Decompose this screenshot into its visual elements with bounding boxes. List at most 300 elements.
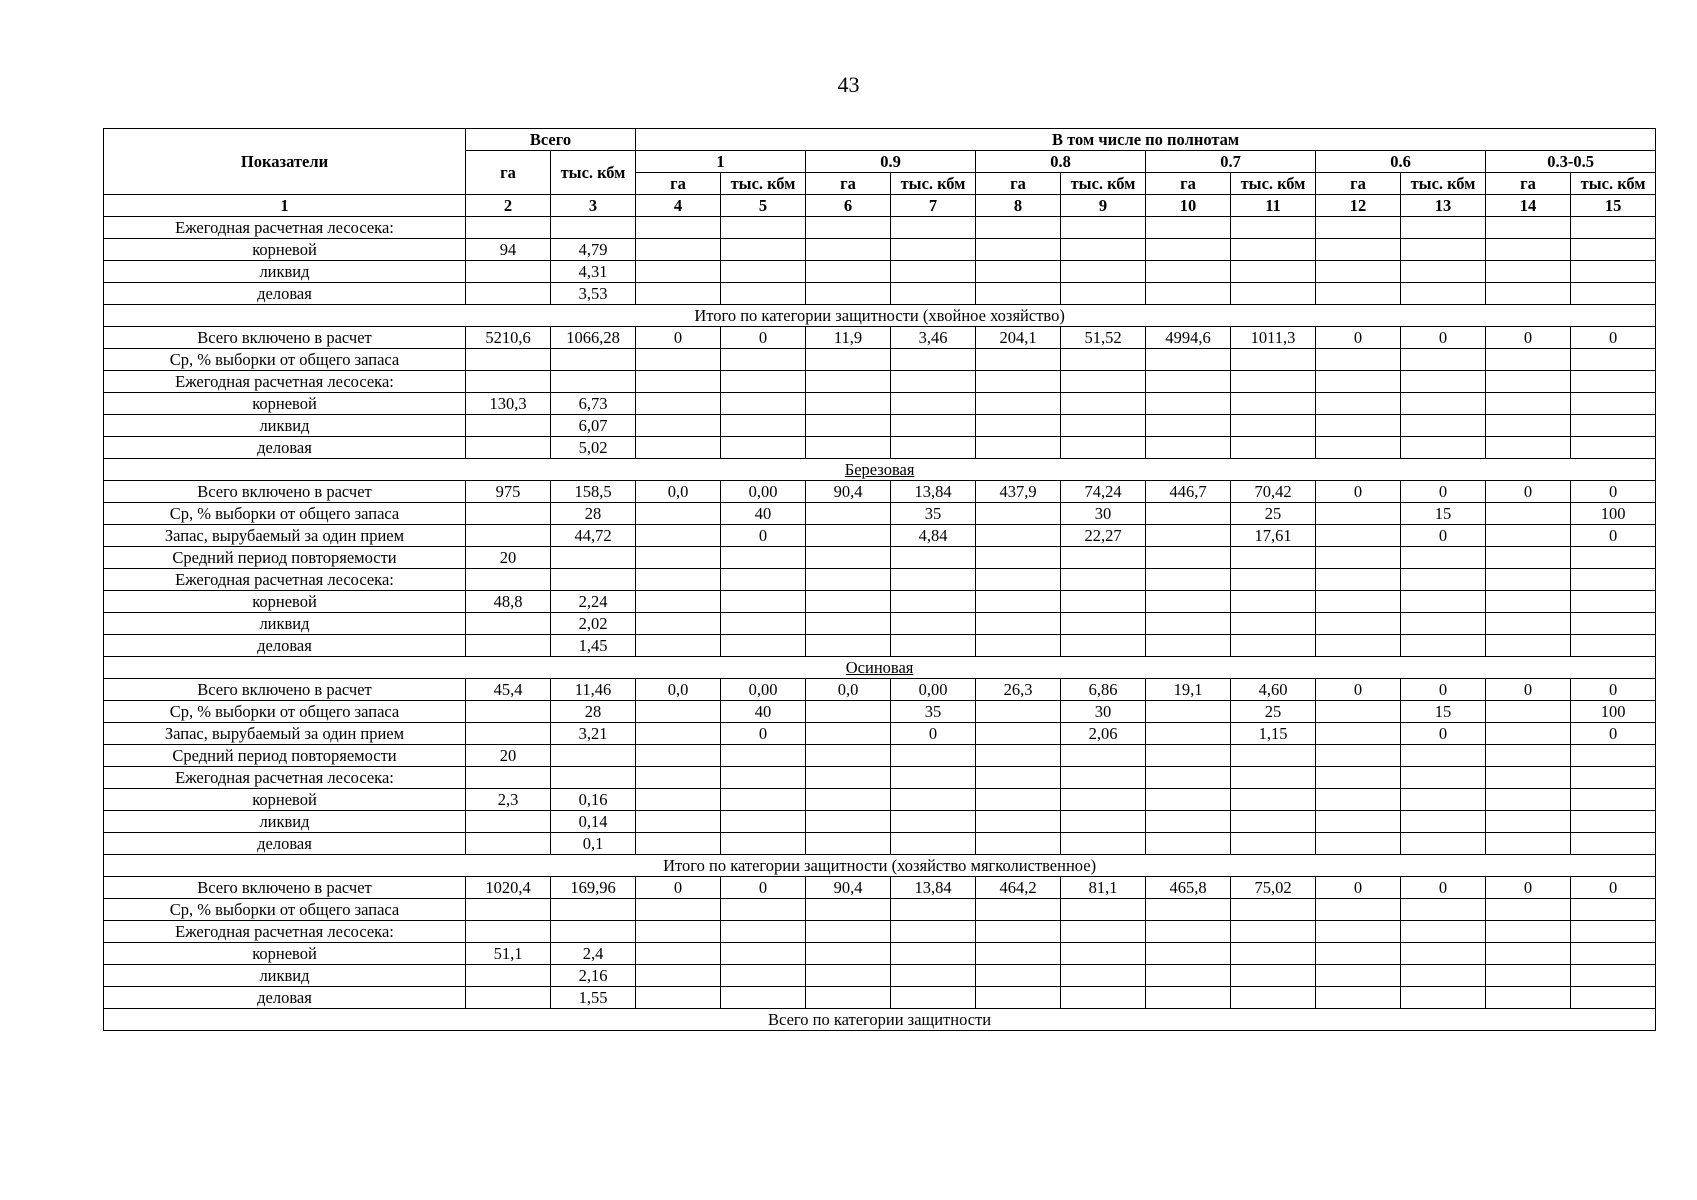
table-cell	[806, 437, 891, 459]
row-label: Ежегодная расчетная лесосека:	[104, 921, 466, 943]
table-cell	[976, 437, 1061, 459]
table-cell	[891, 393, 976, 415]
table-cell	[1061, 569, 1146, 591]
table-cell	[1571, 437, 1656, 459]
table-cell	[1231, 613, 1316, 635]
table-row	[104, 437, 1656, 459]
table-cell: 1,55	[551, 987, 636, 1009]
table-cell	[891, 591, 976, 613]
header-total: Всего	[466, 129, 636, 151]
table-cell	[1486, 921, 1571, 943]
table-cell	[1486, 569, 1571, 591]
table-cell	[1146, 943, 1231, 965]
table-cell	[1231, 833, 1316, 855]
table-cell	[1571, 635, 1656, 657]
section-row	[104, 305, 1656, 327]
table-cell	[466, 833, 551, 855]
table-cell: 28	[551, 503, 636, 525]
table-cell	[466, 261, 551, 283]
table-cell	[1231, 569, 1316, 591]
table-cell	[1401, 349, 1486, 371]
table-cell: 465,8	[1146, 877, 1231, 899]
column-number: 2	[466, 195, 551, 217]
row-label: Всего включено в расчет	[104, 679, 466, 701]
table-cell: 0	[1486, 327, 1571, 349]
table-cell	[806, 745, 891, 767]
table-cell	[1146, 701, 1231, 723]
table-cell	[891, 745, 976, 767]
table-cell	[636, 503, 721, 525]
header-m3: тыс. кбм	[1571, 173, 1656, 195]
table-cell: 19,1	[1146, 679, 1231, 701]
table-row	[104, 987, 1656, 1009]
table-cell	[1316, 547, 1401, 569]
table-cell	[1571, 899, 1656, 921]
table-cell	[1146, 789, 1231, 811]
table-cell	[1486, 437, 1571, 459]
table-cell: 975	[466, 481, 551, 503]
table-cell	[1061, 591, 1146, 613]
table-cell: 3,21	[551, 723, 636, 745]
table-cell	[636, 437, 721, 459]
table-cell: 0	[1316, 679, 1401, 701]
table-cell	[636, 393, 721, 415]
table-row	[104, 921, 1656, 943]
table-cell	[976, 261, 1061, 283]
table-cell	[1316, 283, 1401, 305]
section-title	[104, 855, 1656, 877]
table-cell	[976, 283, 1061, 305]
table-cell	[1061, 965, 1146, 987]
table-cell	[721, 899, 806, 921]
table-cell	[1146, 569, 1231, 591]
column-number: 13	[1401, 195, 1486, 217]
table-cell	[636, 239, 721, 261]
column-number: 9	[1061, 195, 1146, 217]
column-number: 10	[1146, 195, 1231, 217]
table-cell	[976, 569, 1061, 591]
table-cell: 0,00	[721, 481, 806, 503]
table-cell: 0	[1401, 327, 1486, 349]
table-cell	[1401, 217, 1486, 239]
table-cell	[466, 217, 551, 239]
table-cell	[891, 921, 976, 943]
table-cell	[1486, 283, 1571, 305]
table-cell: 0	[891, 723, 976, 745]
table-cell	[1231, 965, 1316, 987]
row-label: Запас, вырубаемый за один прием	[104, 723, 466, 745]
table-cell	[1316, 701, 1401, 723]
table-cell: 3,53	[551, 283, 636, 305]
table-cell	[551, 371, 636, 393]
table-row	[104, 811, 1656, 833]
table-cell: 2,24	[551, 591, 636, 613]
table-cell	[1486, 591, 1571, 613]
table-cell	[891, 943, 976, 965]
table-cell	[1231, 217, 1316, 239]
table-cell	[1316, 569, 1401, 591]
section-title-text: Итого по категории защитности (хвойное хозяйство)	[694, 305, 1065, 325]
table-cell	[1316, 239, 1401, 261]
table-cell: 90,4	[806, 481, 891, 503]
table-cell	[721, 613, 806, 635]
row-label: ликвид	[104, 261, 466, 283]
table-cell	[976, 525, 1061, 547]
table-cell	[636, 283, 721, 305]
table-cell	[1401, 833, 1486, 855]
table-cell	[1486, 965, 1571, 987]
table-cell: 40	[721, 503, 806, 525]
table-cell	[891, 415, 976, 437]
table-cell	[1316, 613, 1401, 635]
table-cell	[466, 701, 551, 723]
table-row	[104, 591, 1656, 613]
table-cell	[466, 987, 551, 1009]
table-cell	[1401, 811, 1486, 833]
table-cell	[1401, 635, 1486, 657]
table-cell	[636, 921, 721, 943]
table-cell: 0,14	[551, 811, 636, 833]
table-cell	[1401, 437, 1486, 459]
table-cell	[1486, 723, 1571, 745]
table-cell: 94	[466, 239, 551, 261]
table-cell	[721, 239, 806, 261]
table-cell	[1571, 811, 1656, 833]
table-cell: 169,96	[551, 877, 636, 899]
table-cell	[551, 921, 636, 943]
table-row	[104, 547, 1656, 569]
table-cell	[636, 767, 721, 789]
table-cell	[1231, 745, 1316, 767]
table-cell	[1146, 547, 1231, 569]
table-cell	[806, 283, 891, 305]
table-cell: 0	[636, 327, 721, 349]
table-cell	[891, 811, 976, 833]
table-cell	[636, 371, 721, 393]
table-cell	[806, 965, 891, 987]
row-label: корневой	[104, 239, 466, 261]
table-row	[104, 833, 1656, 855]
table-cell	[1571, 987, 1656, 1009]
row-label: Ежегодная расчетная лесосека:	[104, 371, 466, 393]
table-cell	[1231, 239, 1316, 261]
table-cell: 446,7	[1146, 481, 1231, 503]
table-cell	[1316, 217, 1401, 239]
table-cell	[1316, 591, 1401, 613]
table-cell	[466, 965, 551, 987]
header-ha: га	[636, 173, 721, 195]
table-cell	[1231, 349, 1316, 371]
table-cell	[1231, 943, 1316, 965]
table-cell	[976, 921, 1061, 943]
table-cell	[1061, 943, 1146, 965]
table-cell	[1231, 393, 1316, 415]
column-number: 1	[104, 195, 466, 217]
table-cell	[721, 261, 806, 283]
table-cell: 20	[466, 547, 551, 569]
table-cell	[1061, 283, 1146, 305]
page-number: 43	[837, 72, 860, 97]
row-label: деловая	[104, 437, 466, 459]
table-cell	[721, 437, 806, 459]
table-cell	[1571, 591, 1656, 613]
table-cell	[891, 767, 976, 789]
table-cell	[721, 349, 806, 371]
row-label: Средний период повторяемости	[104, 547, 466, 569]
column-number: 5	[721, 195, 806, 217]
table-cell	[976, 833, 1061, 855]
table-cell: 1020,4	[466, 877, 551, 899]
table-cell	[721, 921, 806, 943]
table-cell: 40	[721, 701, 806, 723]
table-cell: 0,0	[636, 679, 721, 701]
column-number: 4	[636, 195, 721, 217]
table-cell	[891, 789, 976, 811]
table-cell	[1571, 239, 1656, 261]
table-cell	[891, 217, 976, 239]
table-cell	[1401, 767, 1486, 789]
table-cell	[1316, 745, 1401, 767]
table-cell	[1486, 767, 1571, 789]
table-cell	[1571, 261, 1656, 283]
table-cell	[1061, 217, 1146, 239]
table-cell	[1486, 987, 1571, 1009]
table-cell	[1061, 745, 1146, 767]
table-cell	[721, 371, 806, 393]
table-cell	[636, 525, 721, 547]
row-label: Ежегодная расчетная лесосека:	[104, 217, 466, 239]
table-cell: 6,86	[1061, 679, 1146, 701]
table-cell	[1061, 789, 1146, 811]
table-cell: 0,0	[636, 481, 721, 503]
table-cell: 22,27	[1061, 525, 1146, 547]
table-cell	[1486, 943, 1571, 965]
table-cell: 2,4	[551, 943, 636, 965]
table-cell	[551, 745, 636, 767]
row-label: корневой	[104, 789, 466, 811]
table-cell	[636, 987, 721, 1009]
table-cell	[636, 613, 721, 635]
table-cell: 0	[1316, 327, 1401, 349]
section-row	[104, 657, 1656, 679]
table-row	[104, 217, 1656, 239]
table-cell	[1061, 349, 1146, 371]
table-cell	[466, 371, 551, 393]
row-label: корневой	[104, 943, 466, 965]
row-label: ликвид	[104, 415, 466, 437]
table-cell	[976, 811, 1061, 833]
table-cell	[806, 415, 891, 437]
table-cell	[1401, 393, 1486, 415]
table-cell	[1231, 547, 1316, 569]
table-cell: 0	[1571, 327, 1656, 349]
table-cell	[1146, 349, 1231, 371]
table-cell	[1401, 987, 1486, 1009]
column-number: 11	[1231, 195, 1316, 217]
table-row	[104, 371, 1656, 393]
table-cell	[806, 811, 891, 833]
header-ha: га	[806, 173, 891, 195]
table-cell	[636, 217, 721, 239]
table-cell	[466, 569, 551, 591]
table-cell: 70,42	[1231, 481, 1316, 503]
table-row	[104, 767, 1656, 789]
table-cell	[891, 349, 976, 371]
table-cell	[466, 415, 551, 437]
table-cell	[806, 503, 891, 525]
table-cell: 0	[721, 327, 806, 349]
table-cell	[636, 261, 721, 283]
table-cell: 35	[891, 701, 976, 723]
table-row	[104, 635, 1656, 657]
table-cell	[1146, 745, 1231, 767]
table-cell: 4994,6	[1146, 327, 1231, 349]
table-cell	[1231, 283, 1316, 305]
forest-allocation-table	[103, 128, 1656, 1031]
header-density: 0.9	[806, 151, 976, 173]
header-m3: тыс. кбм	[1401, 173, 1486, 195]
table-cell	[976, 789, 1061, 811]
table-cell	[1061, 239, 1146, 261]
table-cell	[806, 987, 891, 1009]
table-cell: 11,46	[551, 679, 636, 701]
table-cell: 17,61	[1231, 525, 1316, 547]
table-cell	[551, 569, 636, 591]
table-cell	[1486, 899, 1571, 921]
table-cell	[976, 943, 1061, 965]
column-number: 3	[551, 195, 636, 217]
table-cell	[806, 833, 891, 855]
section-title	[104, 657, 1656, 679]
table-cell	[1231, 437, 1316, 459]
table-cell	[721, 547, 806, 569]
row-label: Всего включено в расчет	[104, 481, 466, 503]
table-cell	[636, 415, 721, 437]
row-label: Средний период повторяемости	[104, 745, 466, 767]
table-cell	[1401, 283, 1486, 305]
table-header	[104, 129, 1656, 217]
table-cell	[1401, 547, 1486, 569]
row-label: Ср, % выборки от общего запаса	[104, 701, 466, 723]
table-cell	[976, 349, 1061, 371]
table-cell: 51,52	[1061, 327, 1146, 349]
section-title-text: Итого по категории защитности (хозяйство мягколиственное)	[663, 855, 1097, 875]
table-cell: 0,00	[721, 679, 806, 701]
header-m3: тыс. кбм	[721, 173, 806, 195]
table-cell	[1146, 217, 1231, 239]
table-cell	[891, 547, 976, 569]
row-label: Ср, % выборки от общего запаса	[104, 349, 466, 371]
table-cell: 0,00	[891, 679, 976, 701]
table-cell	[466, 635, 551, 657]
column-number: 6	[806, 195, 891, 217]
table-row	[104, 701, 1656, 723]
table-cell: 0	[721, 723, 806, 745]
table-cell	[976, 371, 1061, 393]
table-cell	[466, 613, 551, 635]
table-cell	[636, 745, 721, 767]
row-label: Ср, % выборки от общего запаса	[104, 899, 466, 921]
table-cell: 25	[1231, 701, 1316, 723]
header-including-by-density: В том числе по полнотам	[636, 129, 1656, 151]
table-row	[104, 943, 1656, 965]
table-cell: 0,16	[551, 789, 636, 811]
table-cell	[891, 371, 976, 393]
table-cell	[1401, 371, 1486, 393]
section-title-text: Березовая	[844, 459, 915, 479]
table-cell: 1,15	[1231, 723, 1316, 745]
table-cell: 0,0	[806, 679, 891, 701]
table-cell	[976, 745, 1061, 767]
table-cell	[1401, 789, 1486, 811]
table-cell: 48,8	[466, 591, 551, 613]
table-cell: 13,84	[891, 481, 976, 503]
table-cell	[721, 745, 806, 767]
table-cell	[1061, 613, 1146, 635]
table-cell	[1316, 921, 1401, 943]
table-cell: 30	[1061, 701, 1146, 723]
table-cell: 44,72	[551, 525, 636, 547]
table-cell	[976, 899, 1061, 921]
table-cell	[891, 987, 976, 1009]
table-cell	[806, 547, 891, 569]
table-cell	[1316, 437, 1401, 459]
table-cell	[1486, 525, 1571, 547]
table-cell	[1401, 921, 1486, 943]
header-total-ha: га	[466, 151, 551, 195]
column-number-row	[104, 195, 1656, 217]
table-cell	[1571, 745, 1656, 767]
header-m3: тыс. кбм	[1061, 173, 1146, 195]
table-cell	[1146, 635, 1231, 657]
table-cell	[1486, 547, 1571, 569]
header-total-m3: тыс. кбм	[551, 151, 636, 195]
table-cell: 0	[1316, 481, 1401, 503]
table-cell: 4,60	[1231, 679, 1316, 701]
table-cell	[1316, 371, 1401, 393]
table-cell	[806, 767, 891, 789]
column-number: 12	[1316, 195, 1401, 217]
section-title	[104, 305, 1656, 327]
row-label: Всего включено в расчет	[104, 327, 466, 349]
table-cell	[636, 723, 721, 745]
table-cell	[891, 899, 976, 921]
table-cell: 15	[1401, 701, 1486, 723]
table-cell: 75,02	[1231, 877, 1316, 899]
header-ha: га	[1486, 173, 1571, 195]
table-cell	[1231, 371, 1316, 393]
table-cell: 3,46	[891, 327, 976, 349]
table-cell	[1231, 811, 1316, 833]
table-cell	[806, 349, 891, 371]
table-cell	[1061, 811, 1146, 833]
table-cell	[976, 239, 1061, 261]
table-cell: 0	[1571, 723, 1656, 745]
header-ha: га	[1146, 173, 1231, 195]
table-cell	[1401, 239, 1486, 261]
table-cell: 130,3	[466, 393, 551, 415]
header-m3: тыс. кбм	[1231, 173, 1316, 195]
table-cell	[1401, 745, 1486, 767]
row-label: деловая	[104, 987, 466, 1009]
table-cell	[1571, 349, 1656, 371]
table-cell: 464,2	[976, 877, 1061, 899]
table-cell	[1486, 261, 1571, 283]
table-cell: 0	[1401, 525, 1486, 547]
table-cell: 0	[1401, 679, 1486, 701]
table-cell	[1146, 767, 1231, 789]
table-cell	[806, 525, 891, 547]
